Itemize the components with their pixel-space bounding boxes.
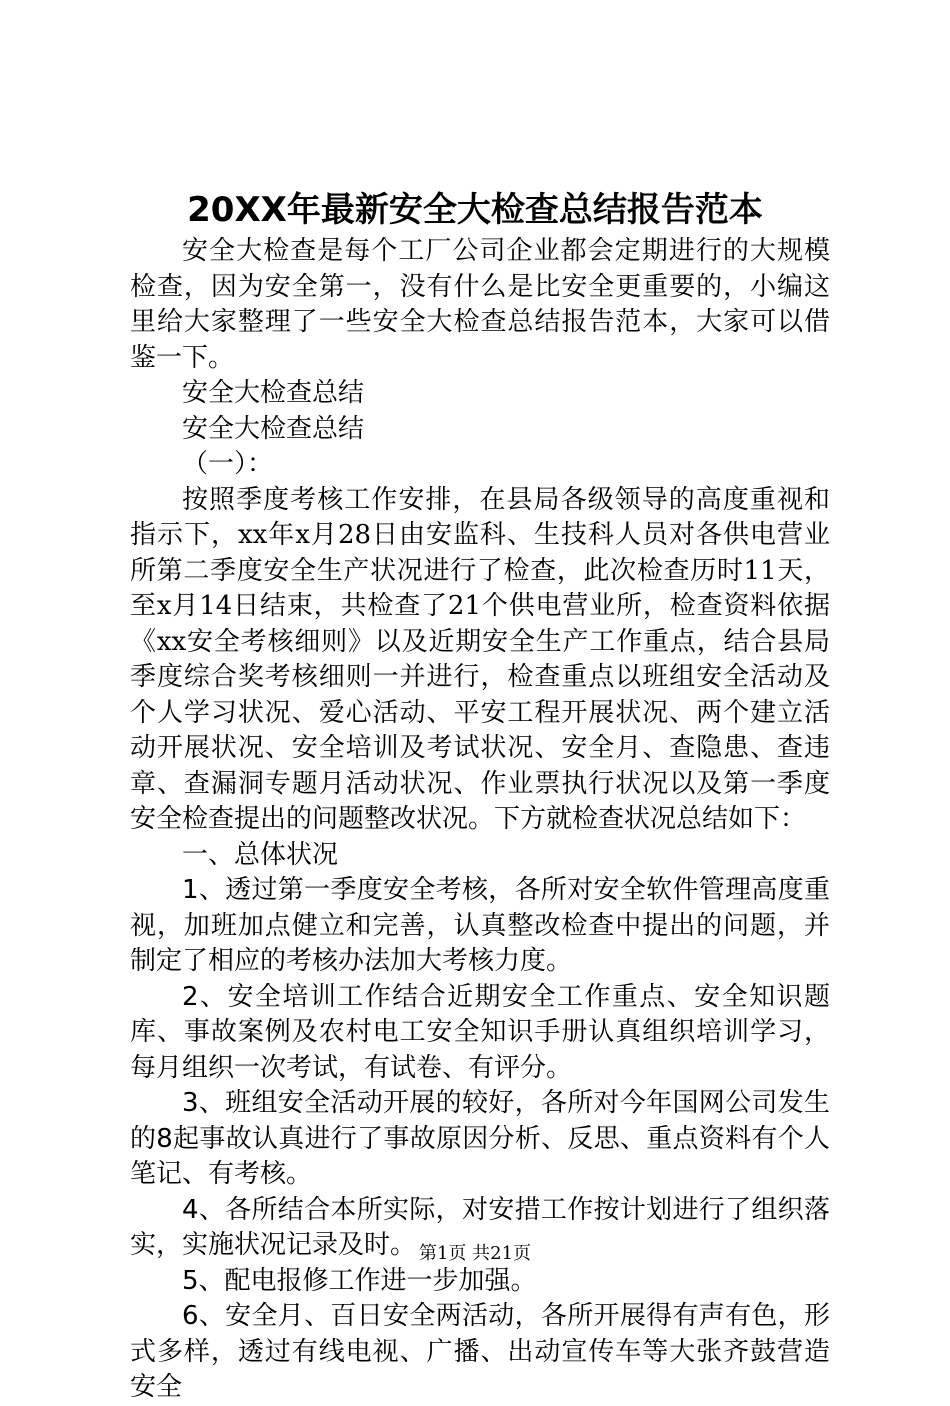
list-item: 5、配电报修工作进一步加强。 [182,1265,537,1296]
page-number: 第1页 共21页 [418,1243,532,1264]
subsection-label: （一）： [182,449,274,479]
list-item: 3、班组安全活动开展的较好，各所对今年国网公司发生的8起事故认真进行了事故原因分析、反思、重点资料有个人笔记、有考核。 [130,1088,830,1189]
overall-heading: 一、总体状况 [182,839,339,870]
document-title: 20XX年最新安全大检查总结报告范本 [187,190,763,230]
section-heading: 安全大检查总结 [182,413,365,444]
list-item: 4、各所结合本所实际，对安措工作按计划进行了组织落实，实施状况记录及时。 [130,1194,830,1260]
section-heading: 安全大检查总结 [182,378,365,408]
body-paragraph: 按照季度考核工作安排，在县局各级领导的高度重视和指示下，xx年x月28日由安监科、生技科人员对各供电营业所第二季度安全生产状况进行了检查，此次检查历时11天，至x月14日结束，共检查了21个供电营业所，检查资料依据《xx安全考核细则》以及近期安全生产工作重点，结合县局季度综合奖考核细则一并进行，检查重点以班组安全活动及个人学习状况、爱心活动、平安工程开展状况、两个建立活动开展状况、安全培训及考试状况、安全月、查隐患、查违章、查漏洞专题月活动状况、作业票执行状况以及第一季度安全检查提出的问题整改状况。下方就检查状况总结如下： [130,484,830,834]
document-body [130,234,830,1406]
list-item: 6、安全月、百日安全两活动，各所开展得有声有色，形式多样，透过有线电视、广播、出动宣传车等大张齐鼓营造安全 [130,1301,830,1402]
intro-paragraph: 安全大检查是每个工厂公司企业都会定期进行的大规模检查，因为安全第一，没有什么是比安全更重要的，小编这里给大家整理了一些安全大检查总结报告范本，大家可以借鉴一下。 [130,236,830,373]
list-item: 2、安全培训工作结合近期安全工作重点、安全知识题库、事故案例及农村电工安全知识手册认真组织培训学习，每月组织一次考试，有试卷、有评分。 [130,981,830,1083]
list-item: 1、透过第一季度安全考核，各所对安全软件管理高度重视，加班加点健立和完善，认真整改检查中提出的问题，并制定了相应的考核办法加大考核力度。 [130,875,830,976]
